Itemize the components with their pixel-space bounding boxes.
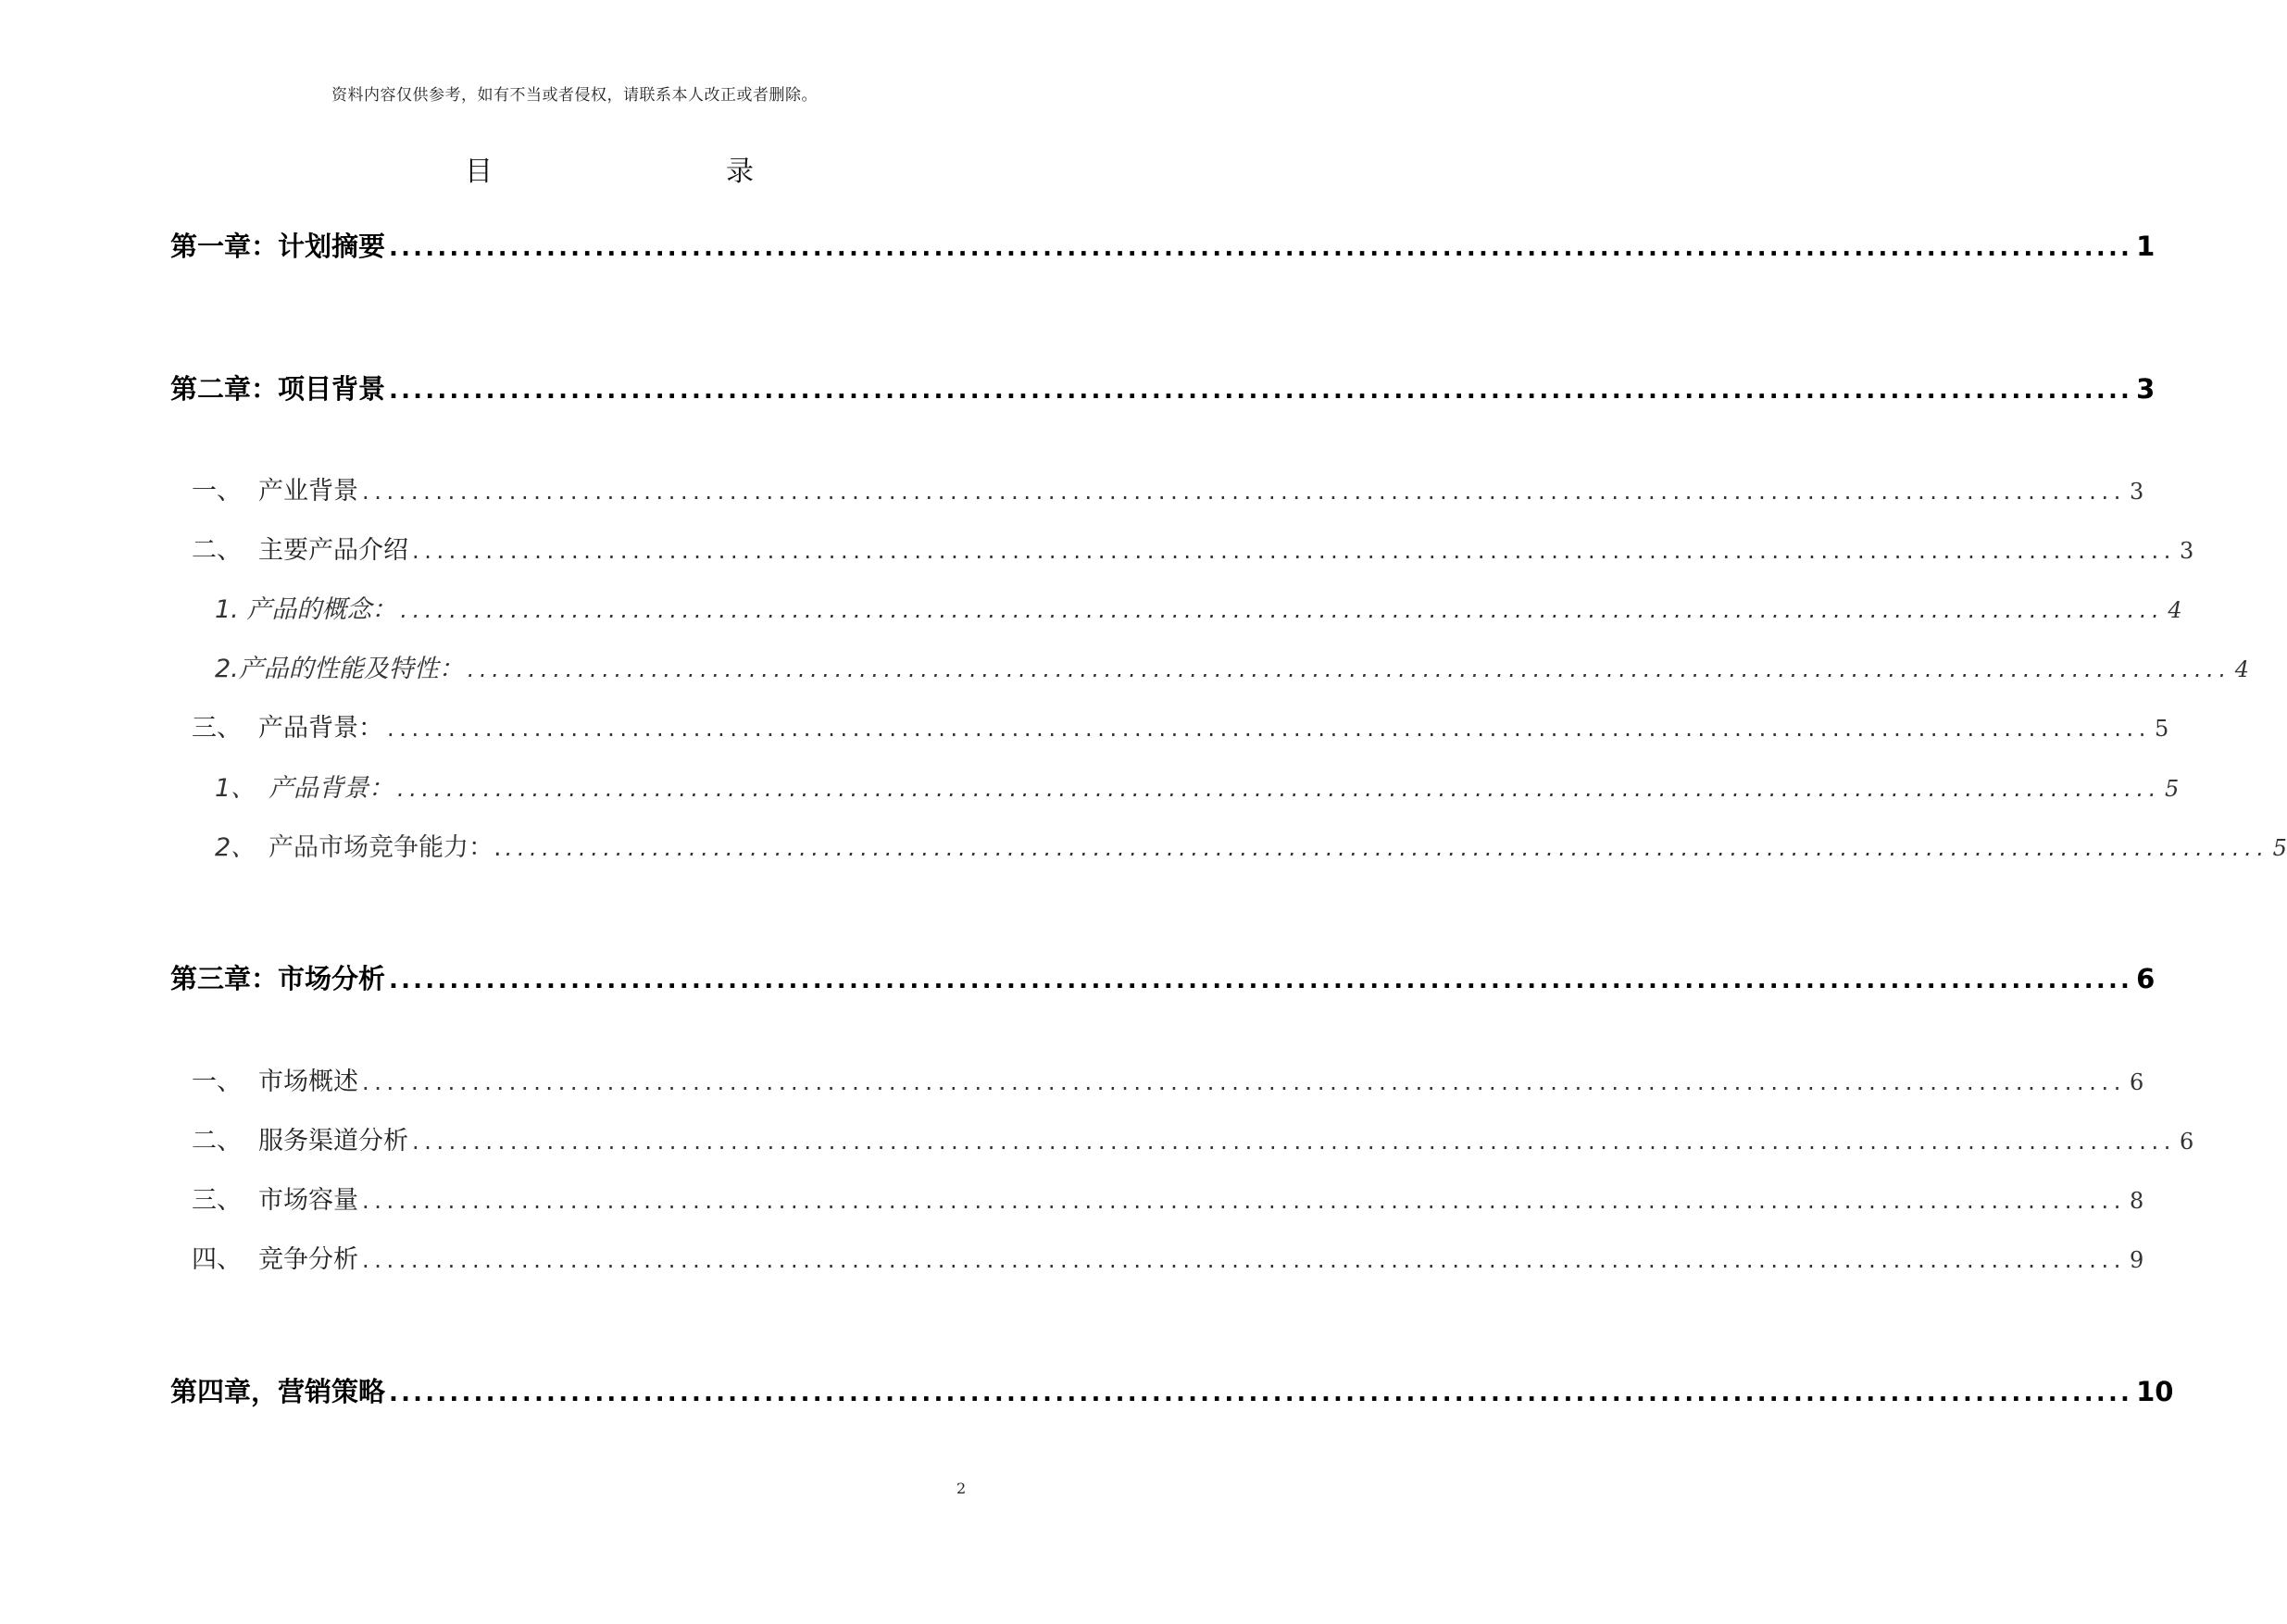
toc-section-label: 主要产品介绍 <box>258 536 408 565</box>
toc-chapter-2[interactable] <box>170 369 2156 406</box>
toc-title <box>0 148 1149 188</box>
toc-subsection-label: 1. 产品的概念： <box>215 595 397 624</box>
toc-page-number: 5 <box>2154 716 2169 742</box>
toc-page-number: 5 <box>2272 835 2287 861</box>
toc-section-number: 一、 <box>192 477 242 506</box>
toc-page-number: 5 <box>2164 776 2180 802</box>
toc-chapter-4[interactable] <box>170 1371 2174 1409</box>
toc-section-number: 二、 <box>192 1127 242 1156</box>
toc-leader-dots: ................................................................................................................................................ <box>362 479 2126 505</box>
toc-section[interactable] <box>192 530 2194 566</box>
toc-subsection[interactable] <box>215 827 2287 863</box>
toc-section-label: 产品背景： <box>258 714 383 743</box>
toc-leader-dots: ................................................................................................................................................ <box>389 234 2133 262</box>
toc-section-label: 产业背景 <box>258 477 358 506</box>
toc-page-number: 6 <box>2129 1069 2144 1095</box>
page-number: 2 <box>956 1480 967 1497</box>
toc-leader-dots: ................................................................................................................................................ <box>400 597 2165 623</box>
toc-subsection[interactable] <box>215 589 2182 625</box>
toc-subsection-label: 产品市场竞争能力：. <box>269 833 502 862</box>
toc-leader-dots: ................................................................................................................................................ <box>505 835 2269 861</box>
toc-title-char-2: 录 <box>726 156 754 188</box>
toc-subsection-number: 1、 <box>215 774 256 803</box>
toc-chapter-3[interactable] <box>170 958 2156 996</box>
toc-leader-dots: ................................................................................................................................................ <box>467 656 2231 682</box>
toc-section[interactable] <box>192 1239 2144 1275</box>
toc-section[interactable] <box>192 1061 2144 1097</box>
toc-leader-dots: ................................................................................................................................................ <box>387 716 2151 742</box>
toc-leader-dots: ................................................................................................................................................ <box>412 1129 2176 1155</box>
toc-chapter-label: 第二章：项目背景 <box>170 373 386 405</box>
toc-section-number: 三、 <box>192 714 242 743</box>
toc-subsection-label: 2.产品的性能及特性： <box>215 655 464 683</box>
toc-page-number: 10 <box>2136 1376 2174 1407</box>
toc-section-label: 市场容量 <box>258 1186 358 1215</box>
toc-subsection-label: 产品背景： <box>269 774 394 803</box>
toc-chapter-label: 第三章：市场分析 <box>170 963 386 994</box>
toc-page-number: 6 <box>2179 1129 2194 1155</box>
toc-page-number: 4 <box>2168 597 2182 623</box>
toc-section-label: 竞争分析 <box>258 1245 358 1274</box>
toc-chapter-label: 第一章：计划摘要 <box>170 231 386 262</box>
toc-page-number: 3 <box>2179 538 2194 564</box>
toc-subsection-number: 2、 <box>215 833 256 862</box>
toc-section-label: 市场概述 <box>258 1068 358 1096</box>
toc-page-number: 8 <box>2129 1188 2144 1214</box>
toc-section[interactable] <box>192 1120 2194 1156</box>
toc-section[interactable] <box>192 707 2169 743</box>
toc-section-number: 四、 <box>192 1245 242 1274</box>
toc-chapter-1[interactable] <box>170 226 2156 264</box>
toc-title-char-1: 目 <box>465 156 493 188</box>
toc-page-number: 1 <box>2136 231 2156 262</box>
toc-page-number: 4 <box>2234 656 2250 682</box>
toc-leader-dots: ................................................................................................................................................ <box>362 1188 2126 1214</box>
toc-section-number: 二、 <box>192 536 242 565</box>
toc-subsection[interactable] <box>215 648 2250 684</box>
toc-leader-dots: ................................................................................................................................................ <box>397 776 2161 802</box>
toc-section-number: 三、 <box>192 1186 242 1215</box>
toc-leader-dots: ................................................................................................................................................ <box>362 1069 2126 1095</box>
toc-leader-dots: ................................................................................................................................................ <box>389 377 2133 405</box>
toc-subsection[interactable] <box>215 768 2180 804</box>
toc-section[interactable] <box>192 470 2144 506</box>
toc-page-number: 3 <box>2136 373 2156 405</box>
toc-page-number: 9 <box>2129 1247 2144 1273</box>
toc-page-number: 3 <box>2129 479 2144 505</box>
toc-leader-dots: ................................................................................................................................................ <box>389 967 2133 994</box>
toc-chapter-label: 第四章，营销策略 <box>170 1376 386 1407</box>
toc-page-number: 6 <box>2136 963 2156 994</box>
toc-section[interactable] <box>192 1180 2144 1216</box>
toc-leader-dots: ................................................................................................................................................ <box>362 1247 2126 1273</box>
disclaimer-text: 资料内容仅供参考，如有不当或者侵权，请联系本人改正或者删除。 <box>331 86 818 105</box>
toc-leader-dots: ................................................................................................................................................ <box>412 538 2176 564</box>
toc-leader-dots: ................................................................................................................................................ <box>389 1380 2133 1407</box>
toc-section-label: 服务渠道分析 <box>258 1127 408 1156</box>
toc-section-number: 一、 <box>192 1068 242 1096</box>
